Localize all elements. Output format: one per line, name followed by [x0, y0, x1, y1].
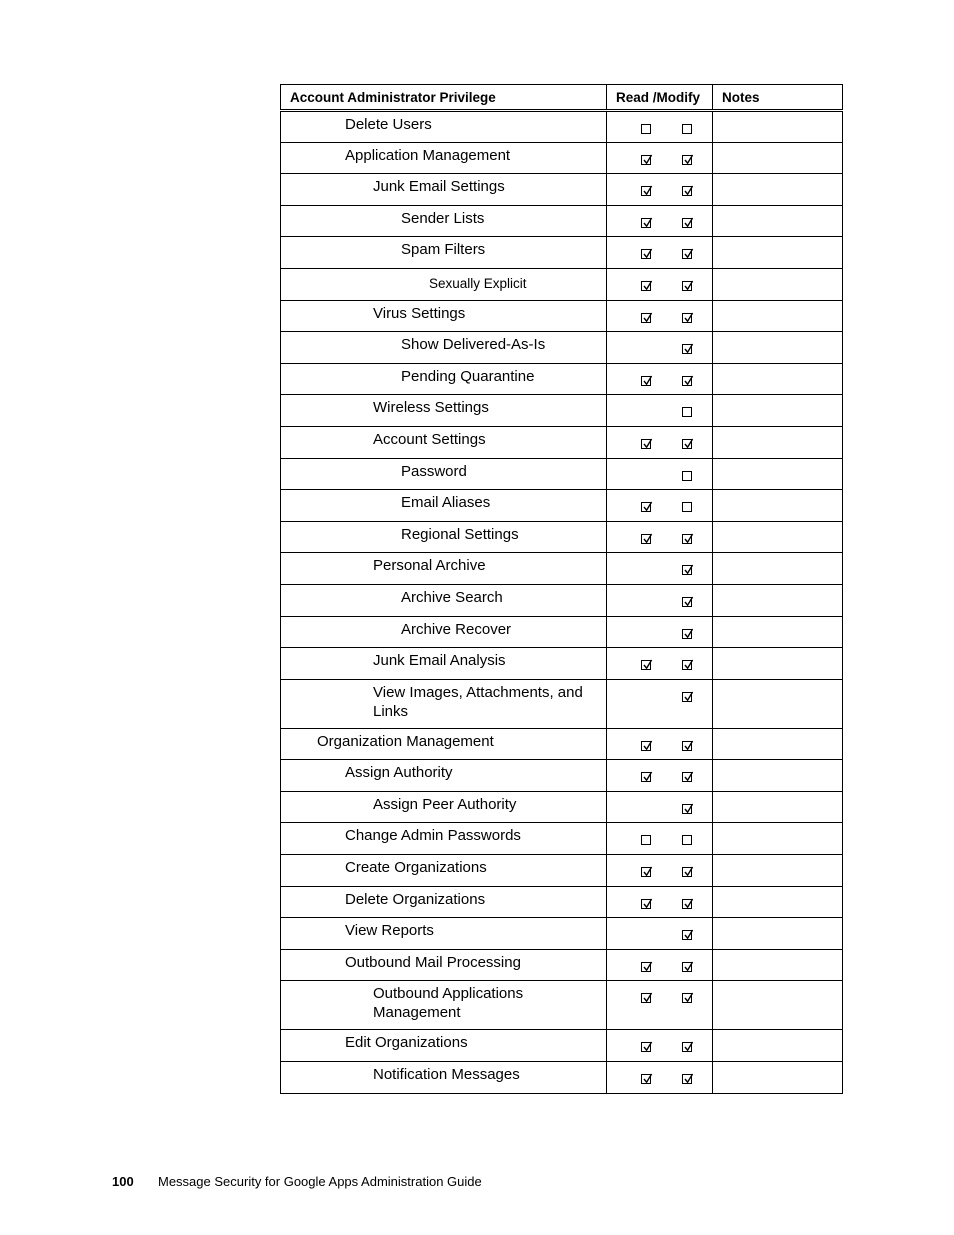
header-notes: Notes [713, 85, 843, 111]
read-modify-cell [607, 823, 713, 855]
read-checkbox-checked [641, 1074, 651, 1084]
read-checkbox-checked [641, 772, 651, 782]
notes-cell [713, 553, 843, 585]
table-row [281, 490, 843, 522]
read-modify-cell [607, 616, 713, 648]
modify-checkbox-unchecked [682, 471, 692, 481]
notes-cell [713, 395, 843, 427]
table-row [281, 268, 843, 300]
page-number: 100 [112, 1174, 134, 1189]
read-modify-cell [607, 679, 713, 728]
table-row [281, 174, 843, 206]
privilege-name: Password [281, 458, 607, 490]
modify-checkbox-checked [682, 1074, 692, 1084]
privilege-name: Create Organizations [281, 855, 607, 887]
privilege-name: Regional Settings [281, 521, 607, 553]
notes-cell [713, 458, 843, 490]
modify-checkbox-unchecked [682, 124, 692, 134]
privilege-name: Application Management [281, 142, 607, 174]
notes-cell [713, 616, 843, 648]
notes-cell [713, 142, 843, 174]
read-checkbox-unchecked [641, 835, 651, 845]
read-checkbox-checked [641, 281, 651, 291]
notes-cell [713, 918, 843, 950]
read-modify-cell [607, 363, 713, 395]
read-modify-cell [607, 142, 713, 174]
privilege-name: Show Delivered-As-Is [281, 332, 607, 364]
table-row [281, 237, 843, 269]
table-row [281, 584, 843, 616]
notes-cell [713, 1062, 843, 1094]
table-row [281, 395, 843, 427]
notes-cell [713, 1030, 843, 1062]
privilege-name: Personal Archive [281, 553, 607, 585]
modify-checkbox-checked [682, 218, 692, 228]
read-modify-cell [607, 1062, 713, 1094]
privilege-name: Sender Lists [281, 205, 607, 237]
read-modify-cell [607, 553, 713, 585]
table-row [281, 521, 843, 553]
read-modify-cell [607, 395, 713, 427]
modify-checkbox-unchecked [682, 502, 692, 512]
read-checkbox-checked [641, 899, 651, 909]
modify-checkbox-checked [682, 899, 692, 909]
table-row [281, 886, 843, 918]
modify-checkbox-checked [682, 344, 692, 354]
read-checkbox-checked [641, 867, 651, 877]
table-row [281, 205, 843, 237]
notes-cell [713, 237, 843, 269]
notes-cell [713, 949, 843, 981]
privilege-name: Wireless Settings [281, 395, 607, 427]
privilege-name: Outbound Applications Management [281, 981, 607, 1030]
notes-cell [713, 728, 843, 760]
privilege-name: Spam Filters [281, 237, 607, 269]
table-header-row [281, 85, 843, 111]
read-checkbox-checked [641, 741, 651, 751]
modify-checkbox-checked [682, 281, 692, 291]
guide-title: Message Security for Google Apps Administration Guide [158, 1174, 482, 1189]
modify-checkbox-unchecked [682, 835, 692, 845]
read-modify-cell [607, 205, 713, 237]
privilege-name: Virus Settings [281, 300, 607, 332]
read-checkbox-checked [641, 313, 651, 323]
modify-checkbox-checked [682, 804, 692, 814]
read-checkbox-checked [641, 155, 651, 165]
read-modify-cell [607, 174, 713, 206]
privilege-name: Pending Quarantine [281, 363, 607, 395]
read-modify-cell [607, 300, 713, 332]
table-row [281, 949, 843, 981]
read-modify-cell [607, 426, 713, 458]
notes-cell [713, 648, 843, 680]
read-modify-cell [607, 268, 713, 300]
privilege-name: Organization Management [281, 728, 607, 760]
modify-checkbox-checked [682, 930, 692, 940]
notes-cell [713, 268, 843, 300]
notes-cell [713, 521, 843, 553]
modify-checkbox-checked [682, 867, 692, 877]
notes-cell [713, 363, 843, 395]
modify-checkbox-checked [682, 629, 692, 639]
modify-checkbox-checked [682, 692, 692, 702]
read-checkbox-checked [641, 376, 651, 386]
table-row [281, 1062, 843, 1094]
notes-cell [713, 300, 843, 332]
read-modify-cell [607, 648, 713, 680]
privilege-name: Notification Messages [281, 1062, 607, 1094]
page-footer [112, 1174, 482, 1189]
notes-cell [713, 791, 843, 823]
modify-checkbox-checked [682, 534, 692, 544]
read-checkbox-checked [641, 439, 651, 449]
read-checkbox-unchecked [641, 124, 651, 134]
read-checkbox-checked [641, 962, 651, 972]
read-modify-cell [607, 886, 713, 918]
table-row [281, 823, 843, 855]
header-read-modify: Read /Modify [607, 85, 713, 111]
table-row [281, 426, 843, 458]
table-row [281, 648, 843, 680]
privilege-name: Archive Recover [281, 616, 607, 648]
notes-cell [713, 981, 843, 1030]
table-row [281, 458, 843, 490]
notes-cell [713, 886, 843, 918]
notes-cell [713, 426, 843, 458]
read-checkbox-checked [641, 660, 651, 670]
modify-checkbox-checked [682, 772, 692, 782]
modify-checkbox-checked [682, 186, 692, 196]
read-modify-cell [607, 981, 713, 1030]
table-row [281, 553, 843, 585]
notes-cell [713, 855, 843, 887]
privilege-name: Account Settings [281, 426, 607, 458]
table-row [281, 760, 843, 792]
table-row [281, 111, 843, 143]
privilege-name: View Reports [281, 918, 607, 950]
table-row [281, 616, 843, 648]
privilege-name: Sexually Explicit [281, 268, 607, 300]
notes-cell [713, 584, 843, 616]
notes-cell [713, 332, 843, 364]
modify-checkbox-checked [682, 1042, 692, 1052]
privilege-name: Junk Email Analysis [281, 648, 607, 680]
modify-checkbox-checked [682, 376, 692, 386]
read-modify-cell [607, 490, 713, 522]
table-row [281, 918, 843, 950]
modify-checkbox-checked [682, 597, 692, 607]
privilege-name: Change Admin Passwords [281, 823, 607, 855]
notes-cell [713, 823, 843, 855]
header-privilege: Account Administrator Privilege [281, 85, 607, 111]
notes-cell [713, 760, 843, 792]
modify-checkbox-checked [682, 741, 692, 751]
modify-checkbox-checked [682, 660, 692, 670]
read-modify-cell [607, 760, 713, 792]
read-checkbox-checked [641, 249, 651, 259]
privilege-name: Delete Users [281, 111, 607, 143]
read-checkbox-checked [641, 186, 651, 196]
privilege-name: Outbound Mail Processing [281, 949, 607, 981]
read-checkbox-checked [641, 502, 651, 512]
read-checkbox-checked [641, 534, 651, 544]
table-row [281, 1030, 843, 1062]
read-modify-cell [607, 949, 713, 981]
notes-cell [713, 205, 843, 237]
table-row [281, 791, 843, 823]
read-modify-cell [607, 111, 713, 143]
privilege-name: View Images, Attachments, and Links [281, 679, 607, 728]
read-modify-cell [607, 728, 713, 760]
modify-checkbox-checked [682, 962, 692, 972]
table-row [281, 332, 843, 364]
table-row [281, 142, 843, 174]
privilege-name: Edit Organizations [281, 1030, 607, 1062]
modify-checkbox-checked [682, 155, 692, 165]
read-checkbox-checked [641, 218, 651, 228]
modify-checkbox-checked [682, 993, 692, 1003]
read-checkbox-checked [641, 993, 651, 1003]
table-row [281, 855, 843, 887]
modify-checkbox-checked [682, 249, 692, 259]
read-modify-cell [607, 521, 713, 553]
table-row [281, 981, 843, 1030]
table-row [281, 679, 843, 728]
privilege-name: Assign Peer Authority [281, 791, 607, 823]
modify-checkbox-checked [682, 439, 692, 449]
read-modify-cell [607, 1030, 713, 1062]
table-row [281, 363, 843, 395]
modify-checkbox-checked [682, 565, 692, 575]
read-modify-cell [607, 918, 713, 950]
privilege-name: Junk Email Settings [281, 174, 607, 206]
privilege-table [280, 84, 843, 1094]
notes-cell [713, 174, 843, 206]
notes-cell [713, 490, 843, 522]
notes-cell [713, 679, 843, 728]
privilege-name: Email Aliases [281, 490, 607, 522]
read-checkbox-checked [641, 1042, 651, 1052]
read-modify-cell [607, 332, 713, 364]
modify-checkbox-checked [682, 313, 692, 323]
table-row [281, 728, 843, 760]
privilege-name: Assign Authority [281, 760, 607, 792]
notes-cell [713, 111, 843, 143]
read-modify-cell [607, 791, 713, 823]
read-modify-cell [607, 458, 713, 490]
privilege-name: Archive Search [281, 584, 607, 616]
read-modify-cell [607, 584, 713, 616]
read-modify-cell [607, 237, 713, 269]
table-row [281, 300, 843, 332]
read-modify-cell [607, 855, 713, 887]
privilege-name: Delete Organizations [281, 886, 607, 918]
modify-checkbox-unchecked [682, 407, 692, 417]
